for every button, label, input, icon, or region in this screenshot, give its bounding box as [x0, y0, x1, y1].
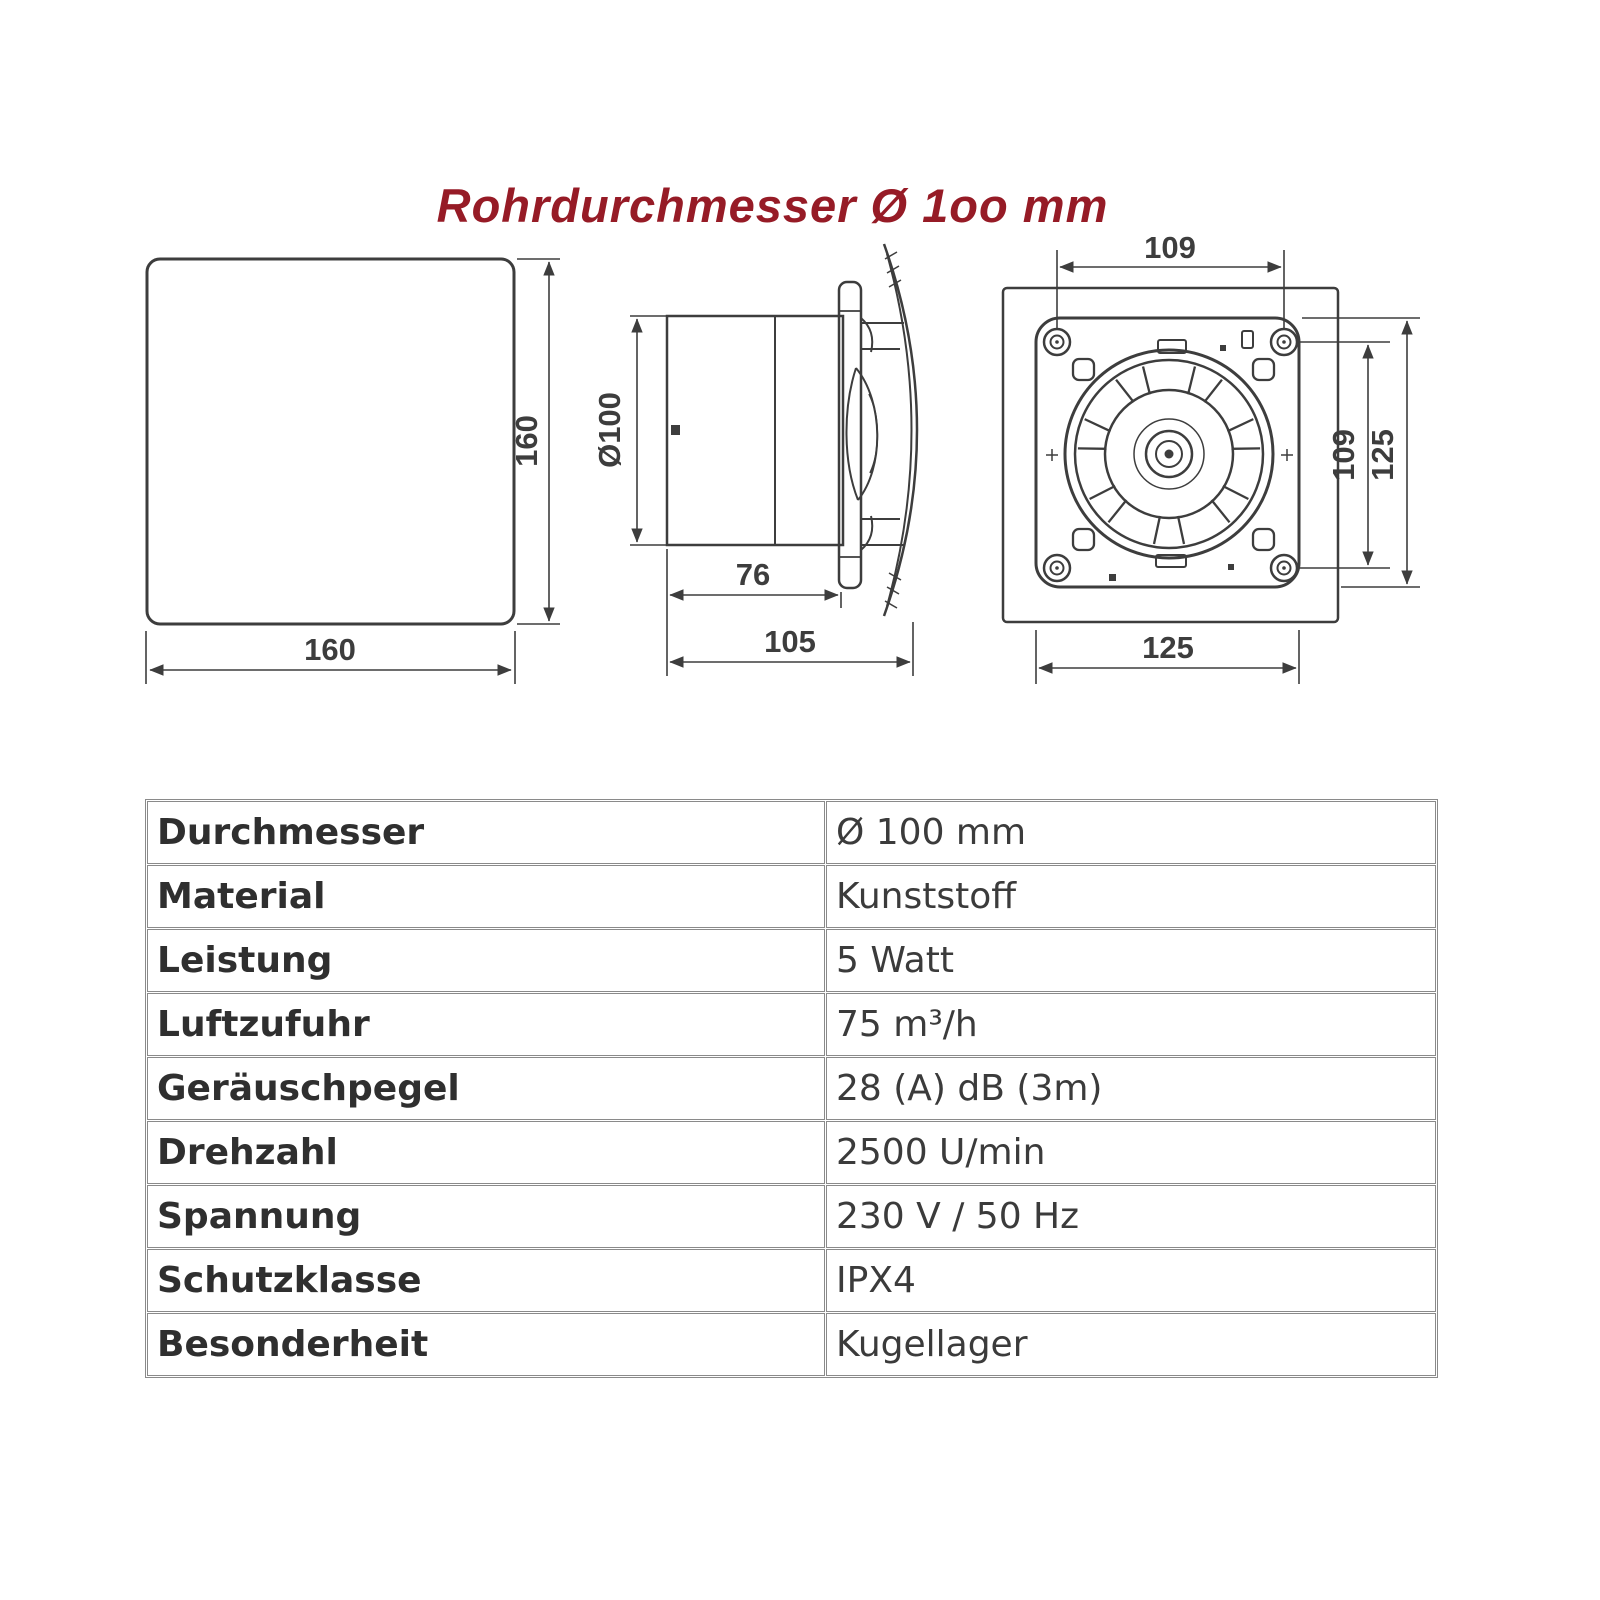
side-view-drawing — [592, 244, 917, 676]
table-row — [147, 1185, 1436, 1248]
spec-value: 28 (A) dB (3m) — [826, 1057, 1436, 1120]
front-width-label: 160 — [304, 632, 356, 667]
front-height-label: 160 — [509, 415, 544, 467]
table-row — [147, 993, 1436, 1056]
spec-value: Kugellager — [826, 1313, 1436, 1376]
table-row — [147, 1313, 1436, 1376]
spec-label: Leistung — [147, 929, 825, 992]
body-seam-mark — [671, 425, 680, 435]
side-diameter-label: Ø100 — [592, 392, 627, 468]
spec-label: Besonderheit — [147, 1313, 825, 1376]
table-row — [147, 1121, 1436, 1184]
spec-label: Material — [147, 865, 825, 928]
table-row — [147, 1057, 1436, 1120]
spec-table — [145, 799, 1438, 1378]
table-row — [147, 1249, 1436, 1312]
spec-label: Drehzahl — [147, 1121, 825, 1184]
back-view-drawing — [1003, 230, 1420, 684]
back-side-spacing-label: 109 — [1326, 429, 1361, 481]
table-row — [147, 865, 1436, 928]
page-title: Rohrdurchmesser Ø 1oo mm — [436, 179, 1109, 232]
table-row — [147, 801, 1436, 864]
side-total-depth-label: 105 — [764, 624, 816, 659]
spec-label: Geräuschpegel — [147, 1057, 825, 1120]
side-duct-depth-label: 76 — [735, 557, 771, 592]
spec-value: 2500 U/min — [826, 1121, 1436, 1184]
fan-impeller — [1065, 350, 1273, 558]
spec-value: 230 V / 50 Hz — [826, 1185, 1436, 1248]
spec-value: IPX4 — [826, 1249, 1436, 1312]
back-bottom-size-label: 125 — [1142, 630, 1194, 665]
back-side-size-label: 125 — [1365, 429, 1400, 481]
fan-body-outline — [667, 316, 843, 545]
spec-label: Durchmesser — [147, 801, 825, 864]
back-top-spacing-label: 109 — [1144, 230, 1196, 265]
spec-value: Kunststoff — [826, 865, 1436, 928]
front-panel-outline — [147, 259, 514, 624]
spec-label: Schutzklasse — [147, 1249, 825, 1312]
technical-drawings — [0, 0, 1600, 760]
spec-table-body — [147, 801, 1436, 1376]
spec-value: Ø 100 mm — [826, 801, 1436, 864]
table-row — [147, 929, 1436, 992]
spec-value: 5 Watt — [826, 929, 1436, 992]
front-view-drawing — [146, 259, 560, 684]
spec-label: Luftzufuhr — [147, 993, 825, 1056]
spec-value: 75 m³/h — [826, 993, 1436, 1056]
spec-label: Spannung — [147, 1185, 825, 1248]
